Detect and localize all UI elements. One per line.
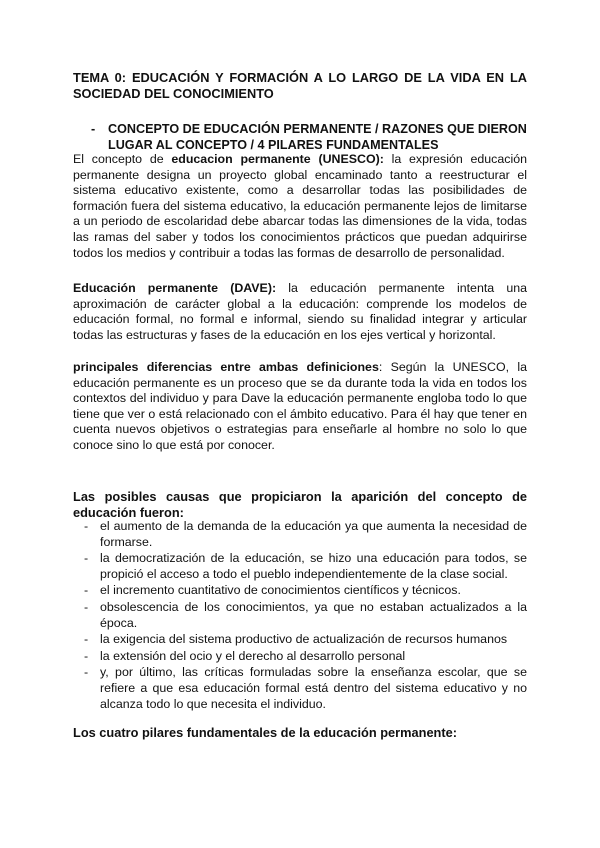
paragraph-unesco-lead: El concepto de <box>73 152 172 166</box>
list-item-text: el aumento de la demanda de la educación ya que aumenta la necesidad de formarse. <box>100 519 527 549</box>
list-item-text: la extensión del ocio y el derecho al desarrollo personal <box>100 648 406 663</box>
list-dash: - <box>84 632 89 647</box>
list-dash: - <box>84 519 89 533</box>
causes-heading: Las posibles causas que propiciaron la aparición del concepto de educación fueron: <box>73 489 527 520</box>
section-bullet: - <box>91 122 96 136</box>
list-item-text: la democratización de la educación, se hizo una educación para todos, se propició el acceso a todo el pueblo independientemente de la clase social. <box>100 551 527 581</box>
document-title: TEMA 0: EDUCACIÓN Y FORMACIÓN A LO LARGO DE LA VIDA EN LA SOCIEDAD DEL CONOCIMIENTO <box>73 70 527 101</box>
list-item <box>84 551 527 582</box>
paragraph-unesco-text: la expresión educación permanente designa un proyecto global encaminado tanto a reestructurar el sistema educativo existente, como a desarrollar todas las posibilidades de formación fuera del sistema educativo, la educación permanente lejos de limitarse a un periodo de escolaridad debe abarcar todas las dimensiones de la vida, todas las ramas del saber y todos los conocimientos prácticos que puedan adquirirse todos los medios y contribuir a todas las formas de desarrollo de personalidad. <box>73 152 528 260</box>
paragraph-unesco-term: educacion permanente (UNESCO): <box>171 152 384 166</box>
paragraph-dave-term: Educación permanente (DAVE): <box>73 281 277 295</box>
list-dash: - <box>84 648 89 663</box>
list-dash: - <box>84 665 89 680</box>
list-item <box>84 583 527 599</box>
list-item <box>84 632 527 648</box>
list-dash: - <box>84 551 89 566</box>
paragraph-dave-text: la educación permanente intenta una aproximación de carácter global a la educación: comprende los modelos de educación formal, no formal e informal, siendo su finalidad integrar y articular todas las estructuras y fases de la educación en los ejes vertical y horizontal. <box>73 281 527 342</box>
paragraph-differences-text: : Según la UNESCO, la educación permanente es un proceso que se da durante toda la vida en todos los contextos del individuo y para Dave la educación permanente engloba todo lo que tiene que ver o está relacionado con el ámbito educativo. Para él hay que tener en cuenta nuevos objetivos o estrategias para enseñarle al hombre no solo lo que conoce sino lo que está por conocer. <box>73 360 527 452</box>
list-item-text: y, por último, las críticas formuladas sobre la enseñanza escolar, que se refiere a que esa educación formal está dentro del sistema educativo y no alcanza todo lo que necesita el individuo. <box>100 665 527 711</box>
paragraph-dave <box>73 281 527 343</box>
list-item-text: obsolescencia de los conocimientos, ya que no estaban actualizados a la época. <box>100 599 527 630</box>
paragraph-differences <box>73 360 527 454</box>
section-heading <box>91 122 527 153</box>
pillars-heading: Los cuatro pilares fundamentales de la educación permanente: <box>73 725 458 740</box>
causes-list <box>84 519 527 713</box>
section-heading-text: CONCEPTO DE EDUCACIÓN PERMANENTE / RAZONES QUE DIERON LUGAR AL CONCEPTO / 4 PILARES FUNDAMENTALES <box>108 122 527 152</box>
list-item <box>84 600 527 631</box>
list-item <box>84 649 527 665</box>
list-item-text: el incremento cuantitativo de conocimientos científicos y técnicos. <box>100 583 461 598</box>
list-item-text: la exigencia del sistema productivo de actualización de recursos humanos <box>100 632 508 647</box>
paragraph-differences-term: principales diferencias entre ambas definiciones <box>73 360 379 374</box>
list-dash: - <box>84 583 89 598</box>
list-item <box>84 519 527 550</box>
list-dash: - <box>84 599 89 614</box>
list-item <box>84 665 527 712</box>
paragraph-unesco <box>73 152 527 261</box>
